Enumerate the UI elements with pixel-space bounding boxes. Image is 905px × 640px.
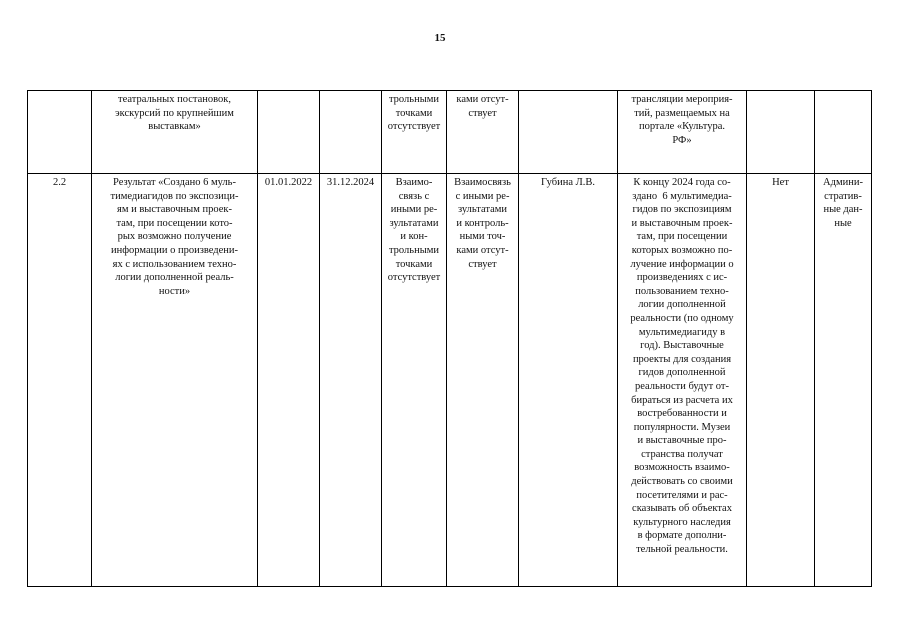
link-checkpoints-cell: Взаимосвязь с иными ре- зультатами и контроль- ными точ- ками отсут- ствует xyxy=(447,174,519,587)
description-cell: театральных постановок, экскурсий по крупнейшим выставкам» xyxy=(92,91,258,174)
table-row xyxy=(28,174,872,587)
link-checkpoints-cell: ками отсут- ствует xyxy=(447,91,519,174)
flag-cell xyxy=(747,91,815,174)
page-number: 15 xyxy=(434,32,446,44)
responsible-cell xyxy=(519,91,618,174)
start-date-cell: 01.01.2022 xyxy=(258,174,320,587)
flag-cell: Нет xyxy=(747,174,815,587)
end-date-cell: 31.12.2024 xyxy=(320,174,382,587)
start-date-cell xyxy=(258,91,320,174)
row-number-cell: 2.2 xyxy=(28,174,92,587)
results-table xyxy=(27,90,872,587)
table-row xyxy=(28,91,872,174)
source-cell xyxy=(815,91,872,174)
result-description-cell: трансляции мероприя- тий, размещаемых на портале «Культура. РФ» xyxy=(618,91,747,174)
end-date-cell xyxy=(320,91,382,174)
source-cell: Админи- стратив- ные дан- ные xyxy=(815,174,872,587)
result-description-cell: К концу 2024 года со- здано 6 мультимедиа- гидов по экспозициям и выставочным проек- там, при посещении которых возможно по- лучение информации о произведениях с ис- пользованием техно- логии дополненной реальности (по одному мультимедиагиду в год). Выставочные проекты для создания гидов дополненной реальности будут от- бираться из расчета их востребованности и популярности. Музеи и выставочные про- странства получат возможность взаимо- действовать со своими посетителями и рас- сказывать об объектах культурного наследия в формате дополни- тельной реальности. xyxy=(618,174,747,587)
description-cell: Результат «Создано 6 муль- тимедиагидов по экспозици- ям и выставочным проек- там, при посещении кото- рых возможно получение информации о произведени- ях с использованием техно- логии дополненной реаль- ности» xyxy=(92,174,258,587)
responsible-cell: Губина Л.В. xyxy=(519,174,618,587)
row-number-cell xyxy=(28,91,92,174)
link-results-cell: трольными точками отсутствует xyxy=(382,91,447,174)
link-results-cell: Взаимо- связь с иными ре- зультатами и кон- трольными точками отсутствует xyxy=(382,174,447,587)
